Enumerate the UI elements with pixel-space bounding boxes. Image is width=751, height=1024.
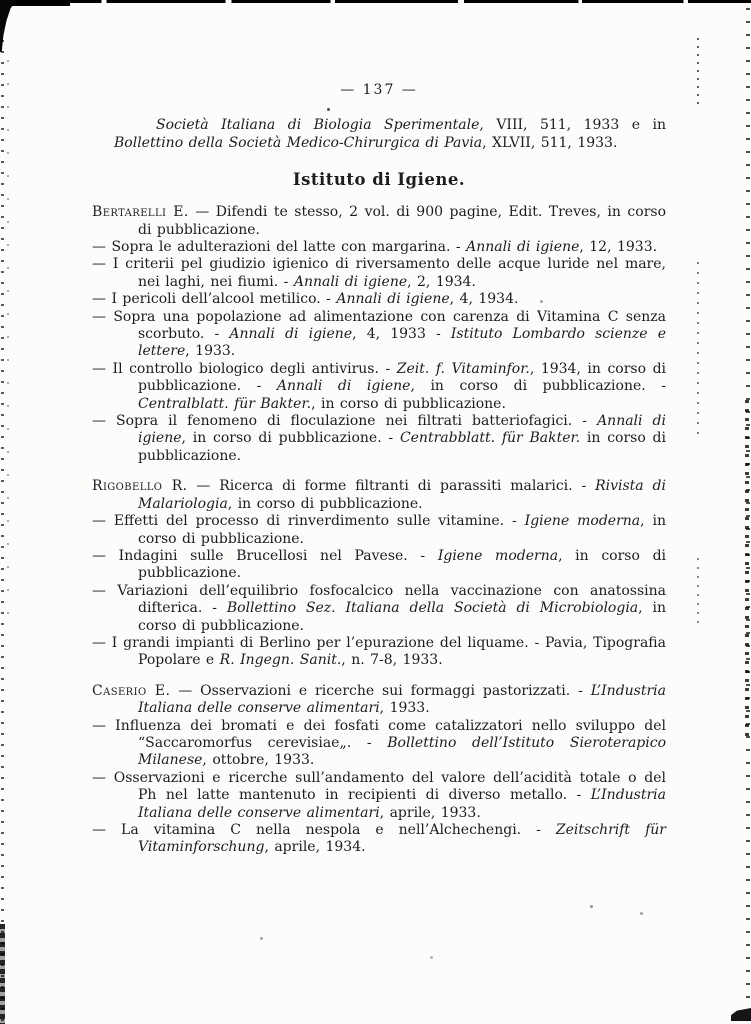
scan-speck: [640, 912, 643, 915]
bib-group: [92, 204, 666, 465]
entry-text: , XLVII, 511, 1933.: [482, 134, 618, 151]
work-title: R. Ingegn. Sanit.: [219, 652, 342, 669]
entry-text: , 1934, in corso di pubblicazione. -: [138, 360, 667, 395]
entry-text: , aprile, 1934.: [264, 839, 366, 856]
work-title: Annali di igiene: [466, 239, 580, 255]
bib-group: [92, 478, 666, 669]
entry-text: — Osservazioni e ricerche sull’andamento del valore dell’acidità totale o del Ph nel latte mantenuto in recipienti di diverso metallo. -: [92, 769, 666, 804]
bib-entry: [92, 583, 666, 635]
scan-dotted-column-a: [697, 38, 699, 110]
entry-text: , 4, 1933 -: [352, 326, 451, 343]
entry-text: — I criterii pel giudizio igienico di riversamento delle acque luride nel mare, nei laghi, nei fiumi. -: [92, 256, 666, 290]
entry-text: — Sopra il fenomeno di floculazione nei filtrati batteriofagici. -: [92, 413, 598, 430]
work-title: Società Italiana di Biologia Sperimentale: [156, 117, 480, 133]
entry-text: , n. 7-8, 1933.: [341, 652, 443, 669]
scan-left-speckle: [1, 40, 4, 1024]
work-title: Igiene moderna: [437, 547, 559, 564]
section-heading: Istituto di Igiene.: [292, 170, 466, 190]
work-title: Zeit. f. Vitaminfor.: [396, 360, 530, 377]
bib-entry: [92, 291, 666, 308]
entry-text: — Il controllo biologico degli antivirus. -: [92, 360, 397, 377]
scan-corner-bottom-left: [0, 924, 5, 1024]
bib-entry: [92, 239, 666, 256]
bib-entry: [92, 309, 666, 361]
entry-text: — I pericoli dell’alcool metilico. -: [92, 291, 337, 308]
bib-entry: [92, 513, 666, 548]
work-title: L’Industria Italiana delle conserve alimentari: [138, 682, 666, 717]
work-title: Zeitschrift für Vitaminforschung: [138, 822, 666, 856]
entry-text: — I grandi impianti di Berlino per l’epurazione del liquame. - Pavia, Tipografia Popolare e: [92, 634, 666, 669]
entry-text: , 1933.: [379, 700, 430, 717]
bib-entry: [92, 718, 666, 770]
entry-text: — Variazioni dell’equilibrio fosfocalcico nella vaccinazione con anatossina difterica. -: [92, 582, 666, 617]
entry-text: — Sopra una popolazione ad alimentazione con carenza di Vitamina C senza scorbuto. -: [92, 308, 666, 343]
entry-text: , VIII, 511, 1933 e in: [479, 117, 666, 133]
bib-entry: [92, 413, 666, 465]
entry-text: , aprile, 1933.: [379, 804, 481, 821]
bib-entry: [92, 204, 666, 239]
work-title: Centralblatt. für Bakter.: [138, 395, 312, 412]
entry-text: , in corso di pubblicazione.: [311, 395, 506, 412]
entry-text: , in corso di pubblicazione.: [138, 547, 667, 582]
page-content: [92, 0, 666, 857]
work-title: Bollettino Sez. Italiana della Società di Microbiologia: [226, 600, 639, 617]
scan-dotted-column-b: [697, 262, 699, 442]
entry-text: — Sopra le adulterazioni del latte con margarina. -: [92, 239, 467, 255]
entry-text: — Influenza dei bromati e dei fosfati come catalizzatori nello sviluppo del “Saccaromorfus cerevisiae„. -: [92, 717, 666, 751]
page-number: — 137 —: [340, 82, 418, 98]
work-title: Annali di igiene: [293, 273, 408, 290]
entry-text: , 1933.: [185, 343, 236, 360]
scan-right-band: [745, 400, 749, 740]
carryover-paragraph: [114, 117, 666, 152]
entry-text: , 2, 1934.: [407, 273, 476, 290]
entry-text: — Difendi te stesso, 2 vol. di 900 pagine, Edit. Treves, in corso di pubblicazione.: [138, 204, 667, 238]
work-title: Annali di igiene: [229, 326, 353, 343]
scan-dotted-column-c: [697, 558, 699, 628]
bib-entry: [92, 635, 666, 670]
bib-entry: [92, 770, 666, 822]
entry-text: , in corso di pubblicazione. -: [181, 430, 400, 447]
bib-entry: [92, 683, 666, 718]
entry-text: — Ricerca di forme filtranti di parassiti malarici. -: [187, 478, 596, 495]
entry-text: — Osservazioni e ricerche sui formaggi pastorizzati. -: [170, 682, 591, 699]
work-title: Centrabblatt. für Bakter.: [399, 430, 581, 447]
author-name: Caserio E.: [92, 682, 171, 699]
bib-entry: [92, 478, 666, 513]
scan-corner-top-left: [0, 0, 17, 52]
entry-text: — Indagini sulle Brucellosi nel Pavese. -: [92, 547, 438, 564]
bib-entry: [92, 822, 666, 857]
work-title: Rivista di Malariologia: [138, 478, 666, 512]
work-title: Annali di igiene: [276, 378, 411, 395]
work-title: Annali di igiene: [336, 291, 450, 308]
author-name: Rigobello R.: [92, 478, 188, 495]
work-title: L’Industria Italiana delle conserve alimentari: [138, 787, 666, 821]
work-title: Igiene moderna: [524, 513, 641, 530]
scan-corner-bottom-right: [731, 1008, 751, 1021]
entry-text: , 12, 1933.: [579, 239, 658, 255]
entry-text: , in corso di pubblicazione.: [138, 513, 666, 547]
entry-text: , in corso di pubblicazione. -: [410, 378, 666, 395]
scan-edge-top-thick: [0, 0, 70, 6]
scan-left-speckle-2: [7, 60, 9, 620]
entry-text: — Effetti del processo di rinverdimento sulle vitamine. -: [92, 513, 525, 530]
scan-speck: [260, 937, 263, 940]
work-title: Bollettino dell’Istituto Sieroterapico Milanese: [138, 734, 666, 769]
entry-text: , 4, 1934.: [449, 291, 519, 308]
bib-entry: [92, 548, 666, 583]
bib-entry: [92, 256, 666, 291]
scan-speck: [430, 956, 433, 959]
work-title: Annali di igiene: [138, 413, 666, 447]
author-name: Bertarelli E.: [92, 204, 189, 221]
entry-text: , ottobre, 1933.: [202, 752, 315, 769]
work-title: Bollettino della Società Medico-Chirurgica di Pavia: [114, 134, 483, 151]
entry-text: — La vitamina C nella nespola e nell’Alchechengi. -: [92, 822, 556, 838]
entry-text: , in corso di pubblicazione.: [138, 600, 666, 634]
bib-group: [92, 683, 666, 857]
entry-text: in corso di pubblicazione.: [138, 430, 666, 464]
bibliography: [92, 204, 666, 857]
bib-entry: [92, 361, 666, 413]
scan-right-speckle: [746, 8, 750, 1016]
work-title: Istituto Lombardo scienze e lettere: [138, 326, 667, 360]
entry-text: , in corso di pubblicazione.: [227, 495, 423, 512]
scan-speck: [590, 905, 593, 908]
